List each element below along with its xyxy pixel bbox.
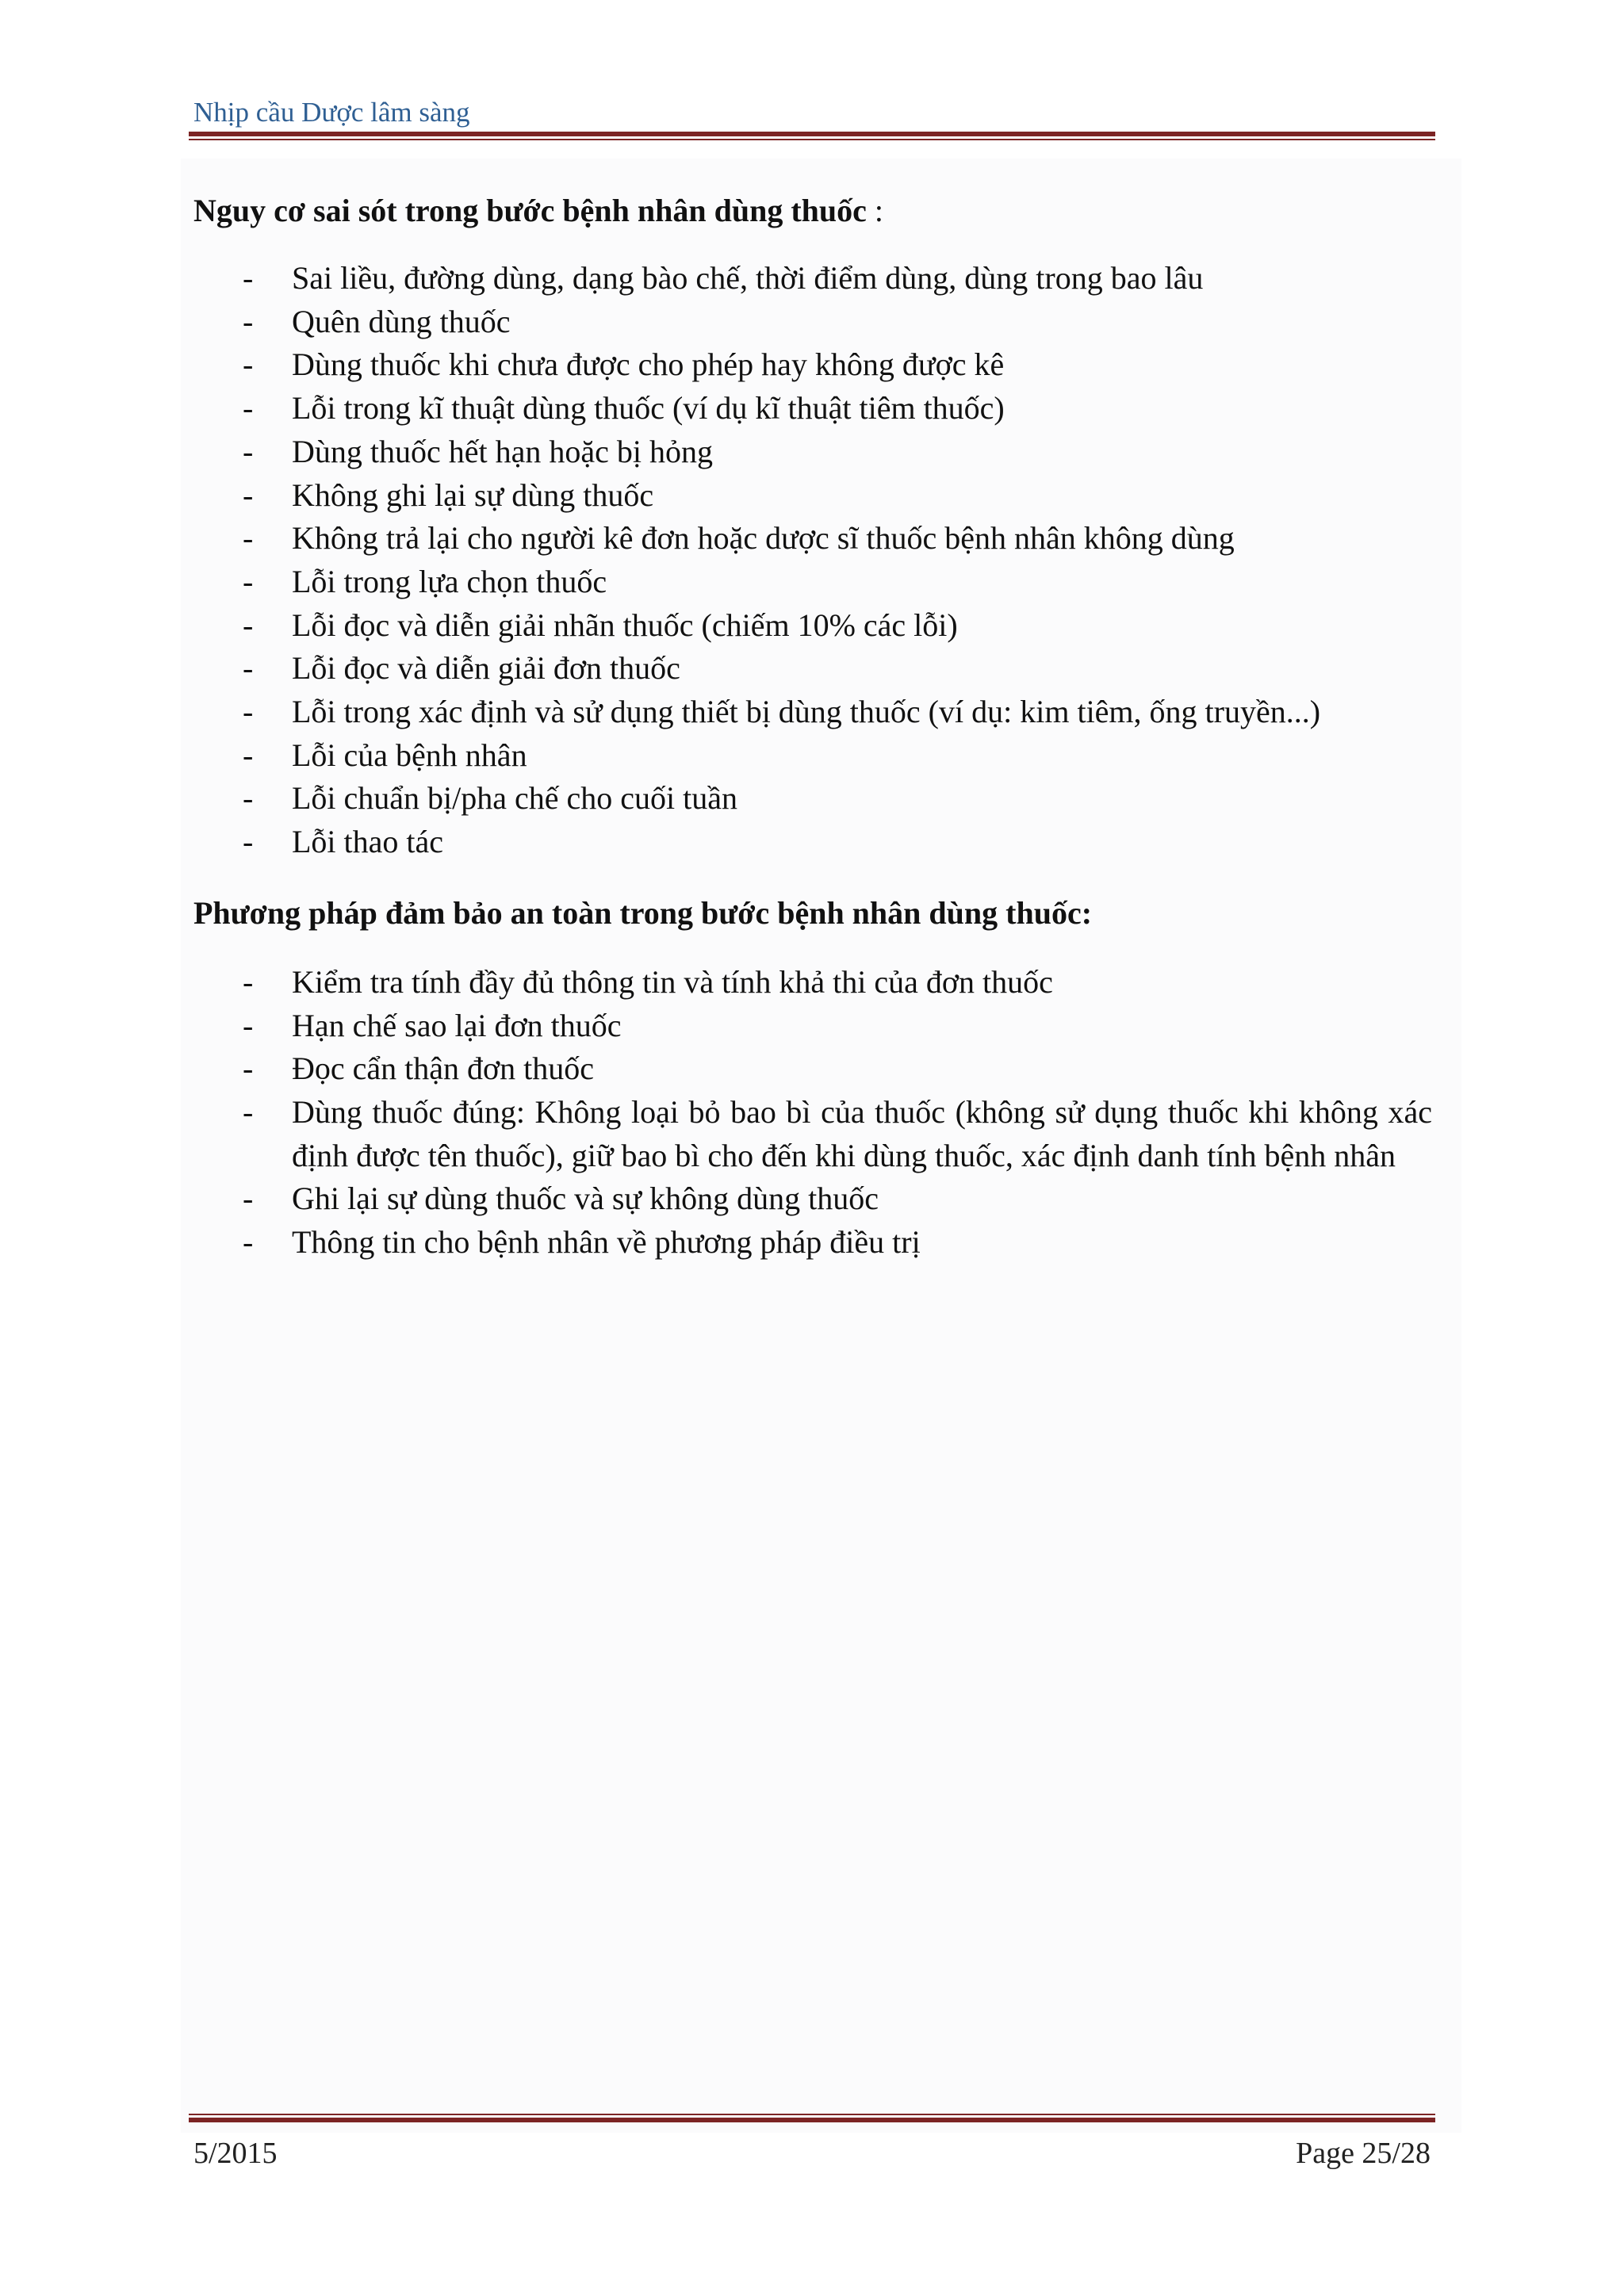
list-dash-marker: - [243,390,254,427]
list-dash-marker: - [243,963,254,1000]
risk-list-item [193,561,1432,604]
list-dash-marker: - [243,520,254,557]
risk-list-item [193,387,1432,430]
list-dash-marker: - [243,433,254,469]
list-dash-marker: - [243,1181,254,1217]
risk-list-item [193,517,1432,561]
list-dash-marker: - [243,737,254,773]
risk-list-item [193,474,1432,518]
list-dash-marker: - [243,694,254,730]
risk-list-item-text: Không ghi lại sự dùng thuốc [292,476,654,513]
risk-list-item-text: Không trả lại cho người kê đơn hoặc dược sĩ thuốc bệnh nhân không dùng [292,520,1235,557]
list-dash-marker: - [243,1007,254,1043]
risk-list-item-text: Lỗi trong kĩ thuật dùng thuốc (ví dụ kĩ thuật tiêm thuốc) [292,390,1005,427]
safety-list-item-text: Kiểm tra tính đầy đủ thông tin và tính khả thi của đơn thuốc [292,963,1053,1000]
safety-list-item-text: Ghi lại sự dùng thuốc và sự không dùng thuốc [292,1181,879,1217]
risk-list-item-text: Quên dùng thuốc [292,303,511,339]
safety-list-item [193,1091,1432,1177]
section-heading-safety-text: Phương pháp đảm bảo an toàn trong bước bệnh nhân dùng thuốc: [193,894,1093,931]
risk-list-item [193,430,1432,474]
risk-list-item [193,257,1432,300]
list-dash-marker: - [243,780,254,817]
risk-list [193,257,1432,864]
risk-list-item-text: Lỗi trong xác định và sử dụng thiết bị dùng thuốc (ví dụ: kim tiêm, ống truyền...) [292,694,1321,730]
risk-list-item [193,734,1432,778]
risk-list-item [193,821,1432,864]
risk-list-item-text: Lỗi đọc và diễn giải đơn thuốc [292,650,680,687]
page-content [193,189,1432,1265]
list-dash-marker: - [243,303,254,339]
risk-list-item-text: Lỗi đọc và diễn giải nhãn thuốc (chiếm 10% các lỗi) [292,607,958,643]
risk-list-item-text: Dùng thuốc khi chưa được cho phép hay không được kê [292,346,1005,383]
footer-date: 5/2015 [193,2137,278,2170]
section-heading-risks-text: Nguy cơ sai sót trong bước bệnh nhân dùng thuốc [193,193,867,228]
list-dash-marker: - [243,346,254,383]
risk-list-item [193,300,1432,344]
list-dash-marker: - [243,650,254,687]
section-heading-risks [193,189,1432,233]
list-dash-marker: - [243,1050,254,1087]
safety-list-item [193,1177,1432,1221]
list-dash-marker: - [243,1093,254,1130]
risk-list-item-text: Sai liều, đường dùng, dạng bào chế, thời điểm dùng, dùng trong bao lâu [292,260,1204,296]
safety-method-list [193,961,1432,1265]
safety-list-item [193,1221,1432,1265]
list-dash-marker: - [243,824,254,860]
safety-list-item [193,961,1432,1004]
risk-list-item [193,343,1432,387]
safety-list-item [193,1047,1432,1091]
risk-list-item [193,604,1432,648]
risk-list-item-text: Dùng thuốc hết hạn hoặc bị hỏng [292,433,713,469]
risk-list-item-text: Lỗi chuẩn bị/pha chế cho cuối tuần [292,780,738,817]
safety-list-item [193,1004,1432,1048]
safety-list-item-text: Hạn chế sao lại đơn thuốc [292,1007,622,1043]
section-heading-safety [193,891,1432,936]
risk-list-item [193,777,1432,821]
risk-list-item [193,647,1432,691]
list-dash-marker: - [243,607,254,643]
list-dash-marker: - [243,260,254,296]
list-dash-marker: - [243,1224,254,1261]
list-dash-marker: - [243,476,254,513]
risk-list-item-text: Lỗi của bệnh nhân [292,737,527,773]
section-heading-risks-suffix: : [866,193,884,228]
safety-list-item-text: Đọc cẩn thận đơn thuốc [292,1050,595,1087]
safety-list-item-text: Dùng thuốc đúng: Không loại bỏ bao bì của thuốc (không sử dụng thuốc khi không xác định được tên thuốc), giữ bao bì cho đến khi dùng thuốc, xác định danh tính bệnh nhân [292,1093,1432,1173]
risk-list-item [193,691,1432,734]
header-rule [189,132,1435,140]
footer-page-number: Page 25/28 [1296,2137,1431,2170]
safety-list-item-text: Thông tin cho bệnh nhân về phương pháp điều trị [292,1224,921,1261]
list-dash-marker: - [243,563,254,599]
risk-list-item-text: Lỗi trong lựa chọn thuốc [292,563,607,599]
header-title: Nhịp cầu Dược lâm sàng [193,97,470,128]
risk-list-item-text: Lỗi thao tác [292,824,444,860]
footer-rule [189,2114,1435,2122]
